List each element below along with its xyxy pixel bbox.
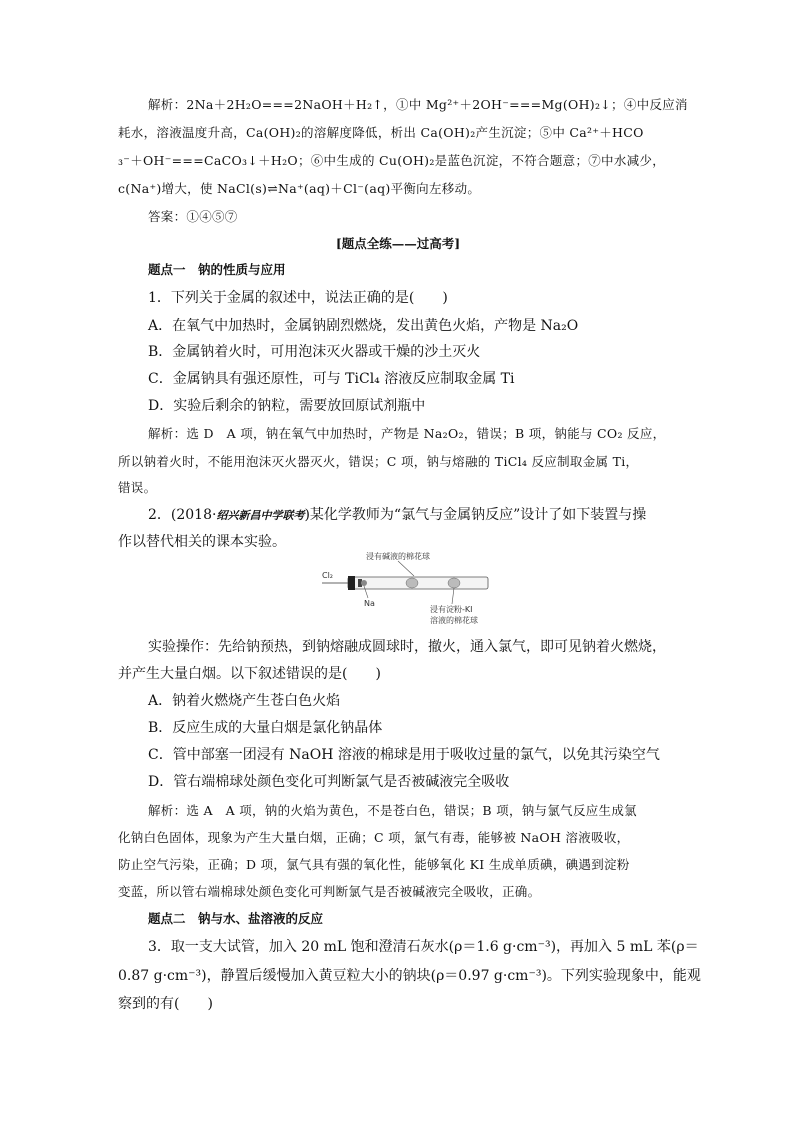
topic-heading: 题点一 钠的性质与应用 [148,262,286,277]
question-3-cont: 0.87 g·cm⁻³)，静置后缓慢加入黄豆粒大小的钠块(ρ＝0.97 g·cm⁻³)。下列实验现象中，能观 [118,968,701,984]
experiment-operation: 实验操作：先给钠预热，到钠熔融成圆球时，撤火，通入氯气，即可见钠着火燃烧， [148,639,666,655]
experiment-operation-cont: 并产生大量白烟。以下叙述错误的是( ) [118,666,381,682]
question-source: 绍兴新昌中学联考 [216,509,305,522]
figure-label-bottom-1: 浸有淀粉-KI [430,605,473,614]
question-3-cont: 察到的有( ) [118,996,213,1012]
option-b: B．反应生成的大量白烟是氯化钠晶体 [148,720,383,736]
question-number: 2．(2018· [148,507,217,523]
figure-label-na: Na [364,599,375,608]
analysis-line: c(Na⁺)增大，使 NaCl(s)⇌Na⁺(aq)＋Cl⁻(aq)平衡向左移动。 [118,181,481,196]
option-a: A．在氧气中加热时，金属钠剧烈燃烧，发出黄色火焰，产物是 Na₂O [148,318,579,334]
analysis-line: 错误。 [118,480,157,495]
question-2 [148,505,708,526]
option-c: C．金属钠具有强还原性，可与 TiCl₄ 溶液反应制取金属 Ti [148,371,515,387]
figure-label-top: 浸有碱液的棉花球 [366,552,430,561]
question-2-cont: 作以替代相关的课本实验。 [118,534,286,550]
figure-label-cl2: Cl₂ [322,571,334,580]
option-a: A．钠着火燃烧产生苍白色火焰 [148,693,341,709]
topic-heading: 题点二 钠与水、盐溶液的反应 [148,911,324,926]
option-b: B．金属钠着火时，可用泡沫灭火器或干燥的沙土灭火 [148,344,481,360]
figure-label-bottom-2: 溶液的棉花球 [430,616,478,625]
analysis-line: 所以钠着火时，不能用泡沫灭火器灭火，错误；C 项，钠与熔融的 TiCl₄ 反应制取金属 Ti， [118,454,639,469]
analysis-line: 变蓝，所以管右端棉球处颜色变化可判断氯气是否被碱液完全吸收，正确。 [118,884,541,899]
analysis-line: 解析：2Na＋2H₂O===2NaOH＋H₂↑，①中 Mg²⁺＋2OH⁻===Mg(OH)₂↓；④中反应消 [148,97,688,112]
analysis-line: 解析：选 D A 项，钠在氧气中加热时，产物是 Na₂O₂，错误；B 项，钠能与 CO₂ 反应， [148,426,666,441]
question-3: 3．取一支大试管，加入 20 mL 饱和澄清石灰水(ρ＝1.6 g·cm⁻³)，再加入 5 mL 苯(ρ＝ [148,939,699,955]
apparatus-figure [318,548,498,626]
question-text: )某化学教师为“氯气与金属钠反应”设计了如下装置与操 [304,507,647,523]
analysis-line: 解析：选 A A 项，钠的火焰为黄色，不是苍白色，错误；B 项，钠与氯气反应生成氯 [148,803,637,818]
answer-line: 答案：①④⑤⑦ [148,209,238,224]
option-c: C．管中部塞一团浸有 NaOH 溶液的棉球是用于吸收过量的氯气，以免其污染空气 [148,747,660,763]
analysis-line: ₃⁻＋OH⁻===CaCO₃↓＋H₂O；⑥中生成的 Cu(OH)₂是蓝色沉淀，不符合题意；⑦中水减少， [118,153,666,168]
analysis-line: 化钠白色固体，现象为产生大量白烟，正确；C 项，氯气有毒，能够被 NaOH 溶液吸收， [118,830,630,845]
option-d: D．实验后剩余的钠粒，需要放回原试剂瓶中 [148,398,426,414]
section-title: [题点全练——过高考] [335,236,461,251]
option-d: D．管右端棉球处颜色变化可判断氯气是否被碱液完全吸收 [148,774,510,790]
analysis-line: 防止空气污染，正确；D 项，氯气具有强的氧化性，能够氧化 KI 生成单质碘，碘遇到淀粉 [118,857,630,872]
question-1: 1．下列关于金属的叙述中，说法正确的是( ) [148,290,448,306]
analysis-line: 耗水，溶液温度升高，Ca(OH)₂的溶解度降低，析出 Ca(OH)₂产生沉淀；⑤中 Ca²⁺＋HCO [118,125,644,140]
tube-diagram [318,548,498,626]
